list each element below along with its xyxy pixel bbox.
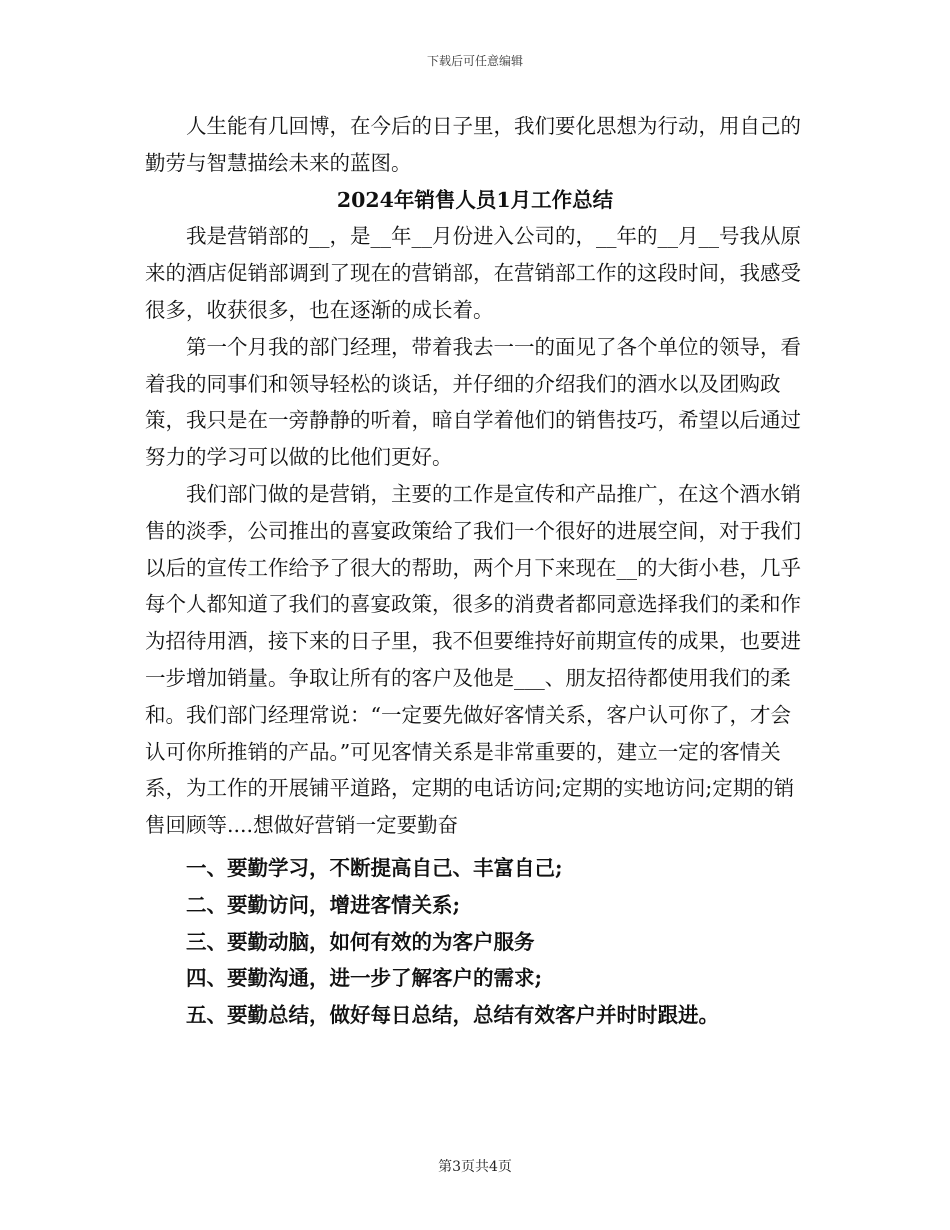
paragraph-2: 第一个月我的部门经理，带着我去一一的面见了各个单位的领导，看着我的同事们和领导轻松的谈话，并仔细的介绍我们的酒水以及团购政策，我只是在一旁静静的听着，暗自学着他们的销售技巧，希望以后通过努力的学习可以做的比他们更好。 <box>145 334 801 470</box>
paragraph-3: 我们部门做的是营销，主要的工作是宣传和产品推广，在这个酒水销售的淡季，公司推出的喜宴政策给了我们一个很好的进展空间，对于我们以后的宣传工作给予了很大的帮助，两个月下来现在__的大街小巷，几乎每个人都知道了我们的喜宴政策，很多的消费者都同意选择我们的柔和作为招待用酒，接下来的日子里，我不但要维持好前期宣传的成果，也要进一步增加销量。争取让所有的客户及他是___、朋友招待都使用我们的柔和。我们部门经理常说：“一定要先做好客情关系，客户认可你了，才会认可你所推销的产品。”可见客情关系是非常重要的，建立一定的客情关系，为工作的开展铺平道路，定期的电话访问;定期的实地访问;定期的销售回顾等....想做好营销一定要勤奋 <box>145 481 801 838</box>
list-item: 一、要勤学习，不断提高自己、丰富自己; <box>186 855 563 880</box>
list-item: 四、要勤沟通，进一步了解客户的需求; <box>186 966 543 991</box>
paragraph-1: 我是营销部的__，是__年__月份进入公司的，__年的__月__号我从原来的酒店促销部调到了现在的营销部，在营销部工作的这段时间，我感受很多，收获很多，也在逐渐的成长着。 <box>145 224 801 322</box>
list-item: 五、要勤总结，做好每日总结，总结有效客户并时时跟进。 <box>186 1003 719 1028</box>
list-item: 三、要勤动脑，如何有效的为客户服务 <box>186 929 535 954</box>
document-title: 2024年销售人员1月工作总结 <box>336 187 614 212</box>
list-item: 二、要勤访问，增进客情关系; <box>186 892 461 917</box>
page-header: 下载后可任意编辑 <box>426 54 523 68</box>
page-number: 第3页共4页 <box>438 1159 512 1175</box>
document-body <box>145 108 805 1034</box>
intro-paragraph: 人生能有几回博，在今后的日子里，我们要化思想为行动，用自己的勤劳与智慧描绘未来的蓝图。 <box>145 114 801 175</box>
